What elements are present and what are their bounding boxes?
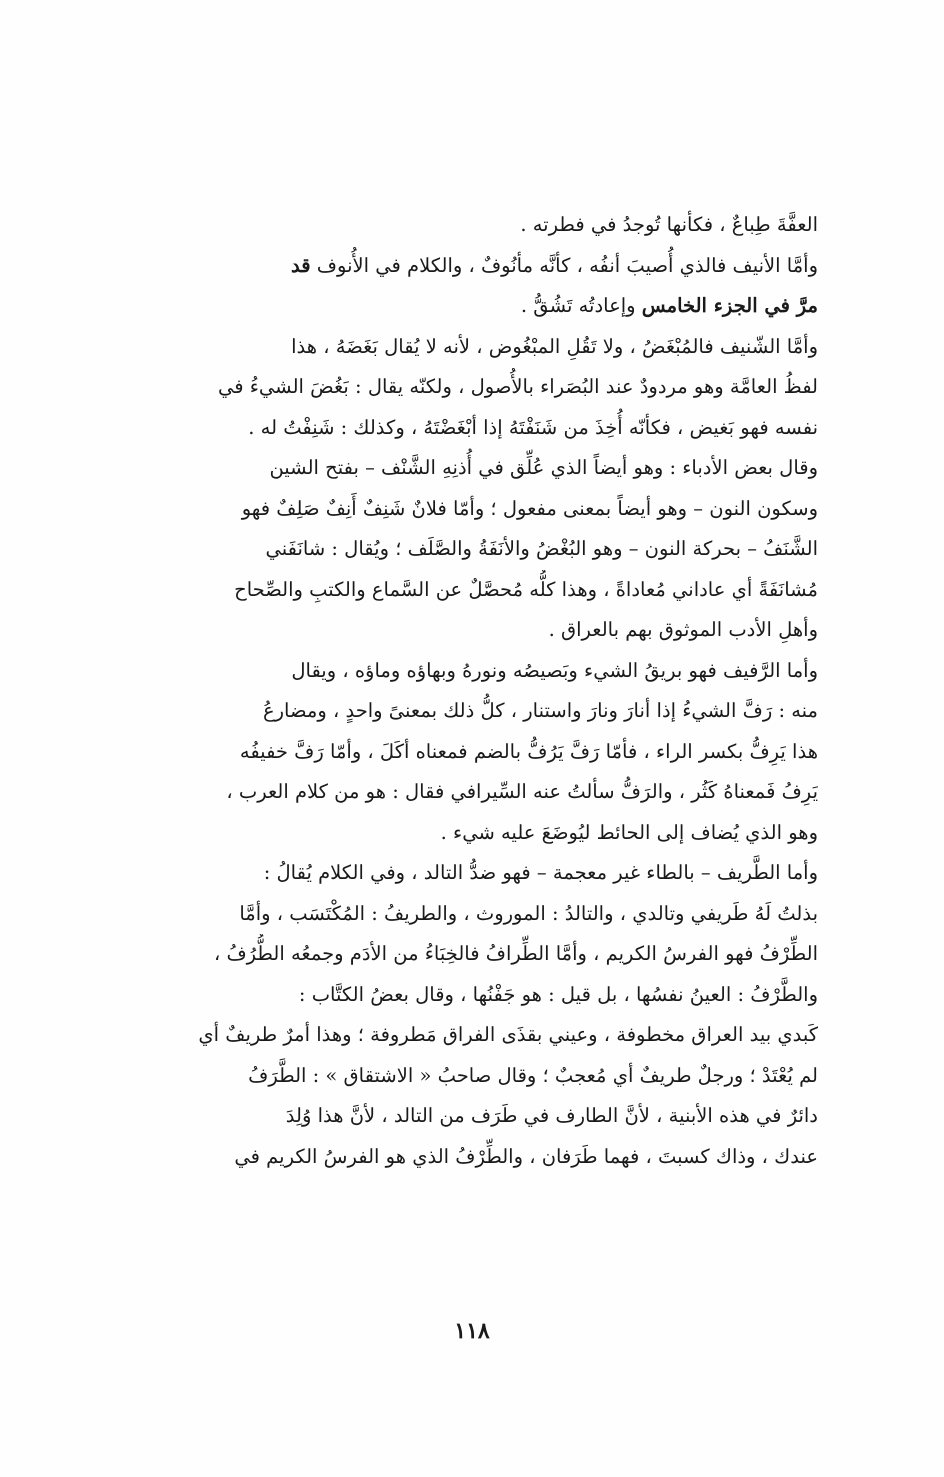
text-span: وأمَّا الأنيف فالذي أُصيبَ أنفُه ، كأنَّه مأنُوفٌ ، والكلام في الأُنوف [316, 253, 818, 277]
text-line: يَرِفُ فَمعناهُ كَثُر ، والرَفُّ سألتُ عنه السِّيرافي فقال : هو من كلام العرب ، [226, 780, 818, 803]
bold-text: مرَّ في الجزء الخامس [641, 294, 818, 317]
page-number: ١١٨ [454, 1318, 490, 1344]
text-line: مُشانَفَةً أي عاداني مُعاداةً ، وهذا كلُّه مُحصَّلٌ عن السَّماع والكتبِ والصِّحاح [234, 577, 818, 601]
text-line: الشَّنَفُ – بحركة النون – وهو البُغْضُ والأنَفَةُ والصَّلَف ؛ ويُقال : شانَفَني [265, 537, 818, 560]
text-line: وأهلِ الأدب الموثوق بهم بالعراق . [548, 618, 818, 641]
body-text [118, 205, 818, 1177]
text-line [118, 246, 818, 287]
text-line [118, 286, 818, 327]
text-line: هذا يَرِفُّ بكسر الراء ، فأمّا رَفَّ يَرُفُّ بالضم فمعناه أكَلَ ، وأمّا رَفَّ خفيفُه [239, 739, 818, 763]
text-line: وهو الذي يُضاف إلى الحائط ليُوضَعَ عليه شيء . [440, 820, 818, 844]
bold-text: قد [291, 253, 311, 277]
text-line: والطَّرْفُ : العينُ نفسُها ، بل قيل : هو جَفْنُها ، وقال بعضُ الكتَّاب : [298, 982, 818, 1006]
text-span: وإعادتُه تَشُقُّ . [520, 294, 636, 317]
text-line: منه : رَفَّ الشيءُ إذا أنارَ ونارَ واستنار ، كلُّ ذلك بمعنىً واحدٍ ، ومضارعُ [263, 699, 818, 722]
text-line: لفظُ العامَّة وهو مردودٌ عند البُصَراء بالأُصول ، ولكنّه يقال : بَغُضَ الشيءُ في [217, 375, 818, 398]
text-line: العفَّةَ طِباعٌ ، فكأنها تُوجدُ في فطرته . [520, 213, 818, 236]
text-line: وسكون النون – وهو أيضاً بمعنى مفعول ؛ وأمّا فلانٌ شَنِفٌ أَنِفٌ صَلِفٌ فهو [241, 496, 818, 520]
text-line: وأما الرَّفيف فهو بريقُ الشيء وبَصيصُه ونورهُ وبهاؤه وماؤه ، ويقال [291, 658, 818, 682]
text-line: وأما الطَّريف – بالطاء غير معجمة – فهو ضدُّ التالد ، وفي الكلام يُقالُ : [263, 861, 818, 884]
text-line: دائرٌ في هذه الأبنية ، لأنَّ الطارف في طَرَف من التالد ، لأنَّ هذا وُلِدَ [285, 1104, 818, 1127]
text-line: لم يُعْتَدْ ؛ ورجلٌ طريفٌ أي مُعجبٌ ؛ وقال صاحبُ « الاشتقاق » : الطَّرَفُ [248, 1063, 818, 1087]
text-line: بذلتُ لَهُ طَريفي وتالدي ، والتالدُ : الموروث ، والطريفُ : المُكْتَسَب ، وأمَّا [239, 901, 818, 925]
text-line: عندك ، وذاك كسبتَ ، فهما طَرَفان ، والطِّرْفُ الذي هو الفرسُ الكريم في [234, 1144, 818, 1168]
text-line: كَبدي بيد العراق مخطوفة ، وعيني بقذَى الفراق مَطروفة ؛ وهذا أمرٌ طريفٌ أي [198, 1023, 818, 1046]
text-line: الطِّرْفُ فهو الفرسُ الكريم ، وأمَّا الطِّرافُ فالخِبَاءُ من الأدَم وجمعُه الطُّرُفُ ، [213, 942, 818, 965]
text-line: وأمَّا الشّنيف فالمُبْغَضُ ، ولا تَقُلِ المبْغُوض ، لأنه لا يُقال بَغَضَهُ ، هذا [291, 334, 818, 358]
text-line: وقال بعض الأدباء : وهو أيضاً الذي عُلِّق في أُذنِهِ الشَّنْف – بفتح الشين [269, 456, 818, 479]
text-line: نفسه فهو بَغيض ، فكأنّه أُخِذَ من شَنَفْتَهُ إذا أبْغَضْتَهُ ، وكذلك : شَنِفْتُ له . [248, 415, 818, 439]
